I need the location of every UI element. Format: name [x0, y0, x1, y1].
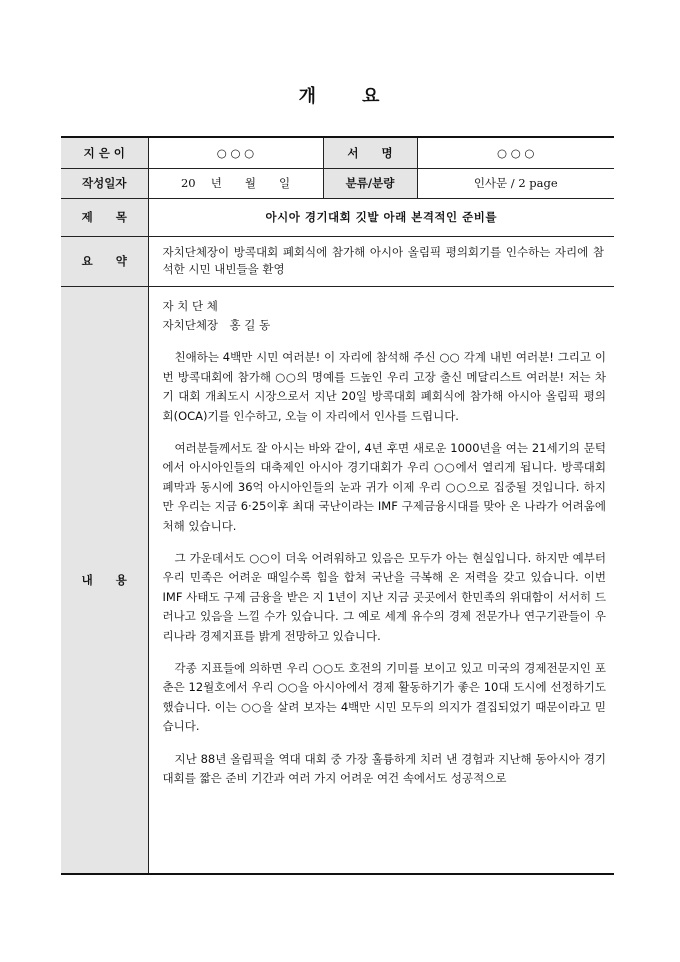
paragraph-1: 친애하는 4백만 시민 여러분! 이 자리에 참석해 주신 ○○ 각계 내빈 여러분! 그리고 이번 방콕대회에 참가해 ○○의 명예를 드높인 우리 고장 출신 메달리스트 여러분! 저는 차기 대회 개최도시 시장으로서 지난 20일 방콕대회 폐회식에 참가해 아시아 올림픽 평의회(OCA)기를 인수하고, 오늘 이 자리에서 인사를 드립니다.: [162, 350, 606, 423]
content-label: 내 용: [61, 286, 148, 874]
summary-form-table: [61, 136, 614, 875]
signature-value: ○ ○ ○: [417, 137, 614, 168]
date-row: [61, 168, 614, 198]
document-title: [0, 82, 680, 108]
paragraph-3: 그 가운데서도 ○○이 더욱 어려워하고 있음은 모두가 아는 현실입니다. 하지만 예부터 우리 민족은 어려운 때일수록 힘을 합쳐 국난을 극복해 온 저력을 갖고 있습니다. 이번 IMF 사태도 구제 금융을 받은 지 1년이 지난 지금 곳곳에서 한민족의 위대함이 서서히 드러나고 있음을 느낄 수가 있습니다. 그 예로 세계 유수의 경제 전문가나 연구기관들이 우리나라 경제지표를 밝게 전망하고 있습니다.: [162, 550, 606, 643]
title-char-1: 개: [298, 86, 318, 107]
date-value: 20 년 월 일: [148, 168, 323, 198]
author-row: [61, 137, 614, 168]
summary-label: 요 약: [61, 236, 148, 286]
paragraph-2: 여러분들께서도 잘 아시는 바와 같이, 4년 후면 새로운 1000년을 여는 21세기의 문턱에서 아시아인들의 대축제인 아시아 경기대회가 우리 ○○에서 열리게 됩니다. 방콕대회 폐막과 동시에 36억 아시아인들의 눈과 귀가 이제 우리 ○○으로 집중될 것입니다. 하지만 우리는 지금 6·25이후 최대 국난이라는 IMF 구제금융시대를 맞아 온 나라가 어려움에 처해 있습니다.: [162, 440, 606, 533]
date-label: 작성일자: [61, 168, 148, 198]
signature-label: 서 명: [323, 137, 417, 168]
paragraph-5: 지난 88년 올림픽을 역대 대회 중 가장 훌륭하게 치러 낸 경험과 지난해 동아시아 경기대회를 짧은 준비 기간과 여러 가지 어려운 여건 속에서도 성공적으로: [162, 751, 606, 786]
subject-value: 아시아 경기대회 깃발 아래 본격적인 준비를: [148, 198, 614, 236]
subject-label: 제 목: [61, 198, 148, 236]
content-row: [61, 286, 614, 874]
org-name: 자 치 단 체: [162, 298, 218, 313]
speaker-name: 자치단체장 홍 길 동: [162, 317, 271, 332]
title-char-2: 요: [362, 86, 382, 107]
category-label: 분류/분량: [323, 168, 417, 198]
subject-row: [61, 198, 614, 236]
category-value: 인사문 / 2 page: [417, 168, 614, 198]
content-body: [148, 286, 614, 874]
paragraph-4: 각종 지표들에 의하면 우리 ○○도 호전의 기미를 보이고 있고 미국의 경제전문지인 포춘은 12월호에서 우리 ○○을 아시아에서 경제 활동하기가 좋은 10대 도시에 선정하기도 했습니다. 이는 ○○을 살려 보자는 4백만 시민 모두의 의지가 결집되었기 때문이라고 믿습니다.: [162, 661, 606, 734]
author-value: ○ ○ ○: [148, 137, 323, 168]
author-label: 지 은 이: [61, 137, 148, 168]
summary-row: [61, 236, 614, 286]
summary-value: 자치단체장이 방콕대회 폐회식에 참가해 아시아 올림픽 평의회기를 인수하는 자리에 참석한 시민 내빈들을 환영: [148, 236, 614, 286]
